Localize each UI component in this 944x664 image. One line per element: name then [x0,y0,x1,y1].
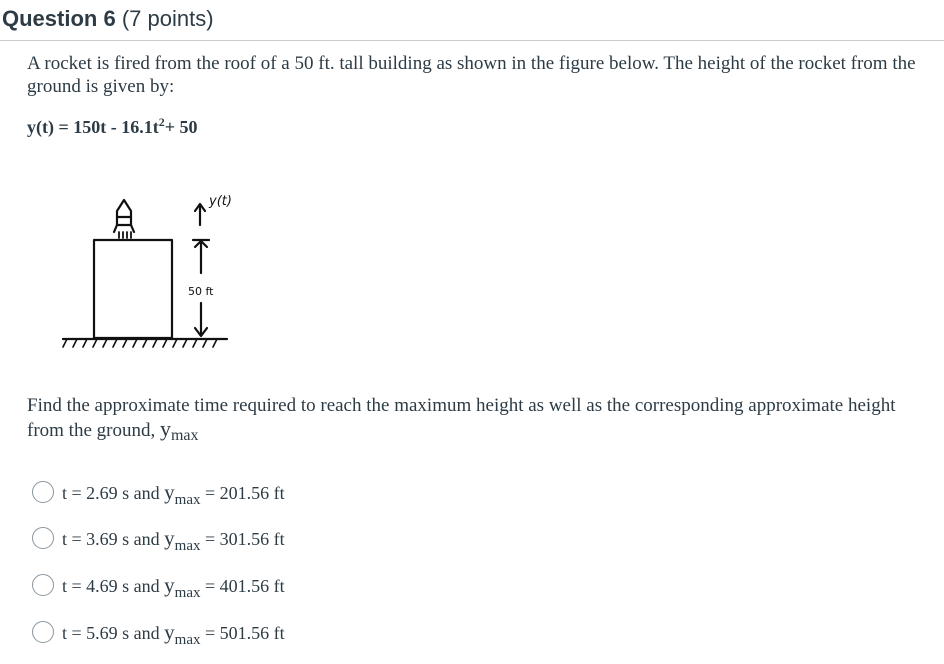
building-shape [94,240,172,338]
option-text [62,619,285,648]
question-prompt: A rocket is fired from the roof of a 50 ft. tall building as shown in the figure below. The height of the rocket from the ground is given by: [27,53,916,97]
question-points: (7 points) [121,6,214,31]
radio-button[interactable] [32,621,54,643]
option-sub: max [174,584,201,601]
ymax-subscript: max [170,427,199,444]
option-text [62,479,285,508]
radio-button[interactable] [32,527,54,549]
option-value: = 301.56 ft [200,528,285,549]
radio-button[interactable] [32,481,54,503]
option-time: t = 2.69 s and [62,482,165,503]
option-sub: max [174,537,201,554]
ymax-symbol: y [159,416,171,441]
ground-hatch [63,339,217,347]
formula-main: y(t) = 150t - 16.1t [27,117,159,137]
question-label: Question 6 [2,6,116,31]
rocket-building-figure [55,185,255,355]
question-title [2,6,214,32]
option-value: = 501.56 ft [200,622,285,643]
question-text [27,394,927,443]
option-y: y [164,479,175,504]
yt-label: y(t) [209,194,232,209]
formula-tail: + 50 [164,117,198,137]
option-text [62,572,285,601]
option-y: y [164,572,175,597]
rocket-shape [114,200,134,238]
option-sub: max [174,491,201,508]
option-time: t = 4.69 s and [62,575,165,596]
option-value: = 201.56 ft [200,482,285,503]
formula-exponent: 2 [158,115,165,129]
option-time: t = 3.69 s and [62,528,165,549]
question-header [0,0,944,41]
question-body: Find the approximate time required to reach the maximum height as well as the corresponding approximate height from the ground, [27,395,896,441]
answer-option-2[interactable] [32,523,285,553]
option-value: = 401.56 ft [200,575,285,596]
option-y: y [164,619,175,644]
rocket-building-drawing [55,185,255,355]
answer-option-3[interactable] [32,570,285,600]
height-formula [27,115,198,138]
option-sub: max [174,631,201,648]
answer-option-4[interactable] [32,617,285,647]
answer-option-1[interactable] [32,477,285,507]
option-y: y [164,525,175,550]
option-time: t = 5.69 s and [62,622,165,643]
option-text [62,525,285,554]
radio-button[interactable] [32,574,54,596]
height-label: 50 ft [188,285,214,298]
